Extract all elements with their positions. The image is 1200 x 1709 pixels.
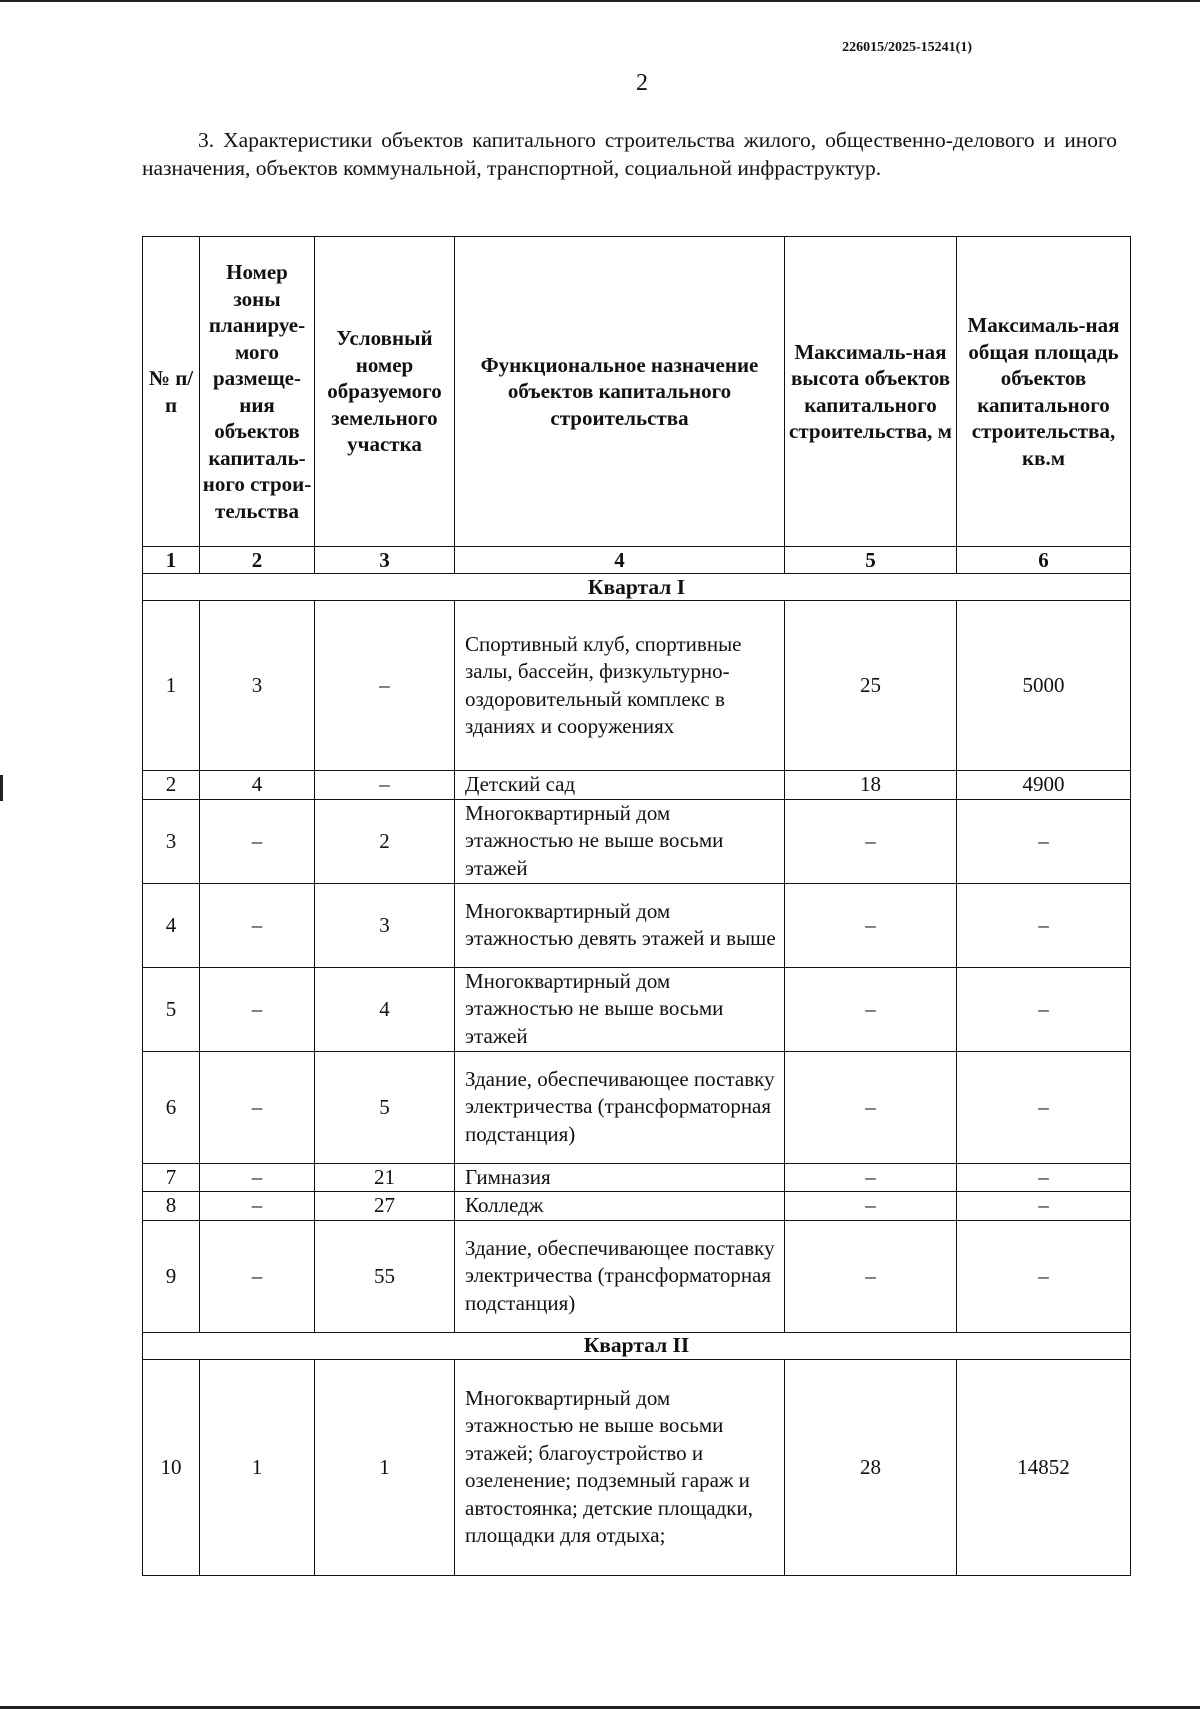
function-cell: Детский сад: [455, 771, 785, 800]
top-edge-line: [0, 0, 1200, 2]
section-row: [143, 1332, 1131, 1359]
function-cell: Спортивный клуб, спортивные залы, бассейн, физкультурно-оздоровительный комплекс в зданиях и сооружениях: [455, 601, 785, 771]
table-row: [143, 1359, 1131, 1575]
max-height-cell: 28: [785, 1359, 957, 1575]
row-number: 5: [143, 967, 200, 1051]
section-title: Квартал II: [143, 1332, 1131, 1359]
table-row: [143, 601, 1131, 771]
plot-number: 3: [315, 883, 455, 967]
max-height-cell: 25: [785, 601, 957, 771]
scan-margin-mark: [0, 775, 3, 801]
column-number: 4: [455, 547, 785, 574]
function-cell: Гимназия: [455, 1163, 785, 1192]
row-number: 1: [143, 601, 200, 771]
row-number: 9: [143, 1220, 200, 1332]
max-area-cell: –: [957, 1192, 1131, 1221]
row-number: 4: [143, 883, 200, 967]
function-cell: Многоквартирный дом этажностью не выше восьми этажей: [455, 967, 785, 1051]
document-number: 226015/2025-15241(1): [842, 40, 972, 55]
plot-number: 21: [315, 1163, 455, 1192]
max-height-cell: –: [785, 1051, 957, 1163]
max-height-cell: –: [785, 967, 957, 1051]
section-title: Квартал I: [143, 574, 1131, 601]
zone-number: –: [200, 1163, 315, 1192]
max-height-cell: –: [785, 1192, 957, 1221]
intro-paragraph: [142, 126, 1117, 182]
zone-number: –: [200, 799, 315, 883]
column-number: 6: [957, 547, 1131, 574]
function-cell: Многоквартирный дом этажностью не выше восьми этажей; благоустройство и озеленение; подземный гараж и автостоянка; детские площадки, площадки для отдыха;: [455, 1359, 785, 1575]
table-row: [143, 883, 1131, 967]
column-number: 5: [785, 547, 957, 574]
table-row: [143, 1220, 1131, 1332]
table-row: [143, 771, 1131, 800]
function-cell: Здание, обеспечивающее поставку электричества (трансформаторная подстанция): [455, 1051, 785, 1163]
header-number: № п/п: [143, 237, 200, 547]
column-numbers-row: [143, 547, 1131, 574]
plot-number: –: [315, 771, 455, 800]
plot-number: 55: [315, 1220, 455, 1332]
max-height-cell: –: [785, 1163, 957, 1192]
row-number: 7: [143, 1163, 200, 1192]
max-height-cell: –: [785, 799, 957, 883]
zone-number: –: [200, 883, 315, 967]
header-function: Функциональное назначение объектов капитального строительства: [455, 237, 785, 547]
max-area-cell: –: [957, 799, 1131, 883]
function-cell: Здание, обеспечивающее поставку электричества (трансформаторная подстанция): [455, 1220, 785, 1332]
max-area-cell: 14852: [957, 1359, 1131, 1575]
row-number: 3: [143, 799, 200, 883]
function-cell: Колледж: [455, 1192, 785, 1221]
table-row: [143, 799, 1131, 883]
table-row: [143, 1192, 1131, 1221]
table-body: [143, 547, 1131, 1576]
table-header-row: [143, 237, 1131, 547]
column-number: 2: [200, 547, 315, 574]
table-row: [143, 967, 1131, 1051]
plot-number: 27: [315, 1192, 455, 1221]
zone-number: 1: [200, 1359, 315, 1575]
row-number: 6: [143, 1051, 200, 1163]
column-number: 3: [315, 547, 455, 574]
table-row: [143, 1051, 1131, 1163]
row-number: 8: [143, 1192, 200, 1221]
header-max-area: Максималь-ная общая площадь объектов капитального строительства, кв.м: [957, 237, 1131, 547]
header-plot: Условный номер образуемого земельного участка: [315, 237, 455, 547]
zone-number: –: [200, 1220, 315, 1332]
characteristics-table: [142, 236, 1131, 1576]
header-max-height: Максималь-ная высота объектов капитального строительства, м: [785, 237, 957, 547]
max-area-cell: 4900: [957, 771, 1131, 800]
max-height-cell: –: [785, 1220, 957, 1332]
zone-number: –: [200, 1192, 315, 1221]
zone-number: 4: [200, 771, 315, 800]
max-area-cell: –: [957, 1220, 1131, 1332]
header-zone: Номер зоны планируе-мого размеще-ния объектов капиталь-ного строи-тельства: [200, 237, 315, 547]
plot-number: –: [315, 601, 455, 771]
plot-number: 1: [315, 1359, 455, 1575]
row-number: 10: [143, 1359, 200, 1575]
zone-number: 3: [200, 601, 315, 771]
plot-number: 2: [315, 799, 455, 883]
zone-number: –: [200, 1051, 315, 1163]
max-area-cell: –: [957, 883, 1131, 967]
column-number: 1: [143, 547, 200, 574]
zone-number: –: [200, 967, 315, 1051]
max-area-cell: –: [957, 1163, 1131, 1192]
section-row: [143, 574, 1131, 601]
max-area-cell: 5000: [957, 601, 1131, 771]
intro-text: 3. Характеристики объектов капитального строительства жилого, общественно-делового и иного назначения, объектов коммунальной, транспортной, социальной инфраструктур.: [142, 128, 1117, 180]
plot-number: 5: [315, 1051, 455, 1163]
max-area-cell: –: [957, 967, 1131, 1051]
plot-number: 4: [315, 967, 455, 1051]
function-cell: Многоквартирный дом этажностью девять этажей и выше: [455, 883, 785, 967]
max-height-cell: 18: [785, 771, 957, 800]
table-row: [143, 1163, 1131, 1192]
function-cell: Многоквартирный дом этажностью не выше восьми этажей: [455, 799, 785, 883]
page-number: 2: [636, 70, 648, 96]
max-area-cell: –: [957, 1051, 1131, 1163]
row-number: 2: [143, 771, 200, 800]
max-height-cell: –: [785, 883, 957, 967]
